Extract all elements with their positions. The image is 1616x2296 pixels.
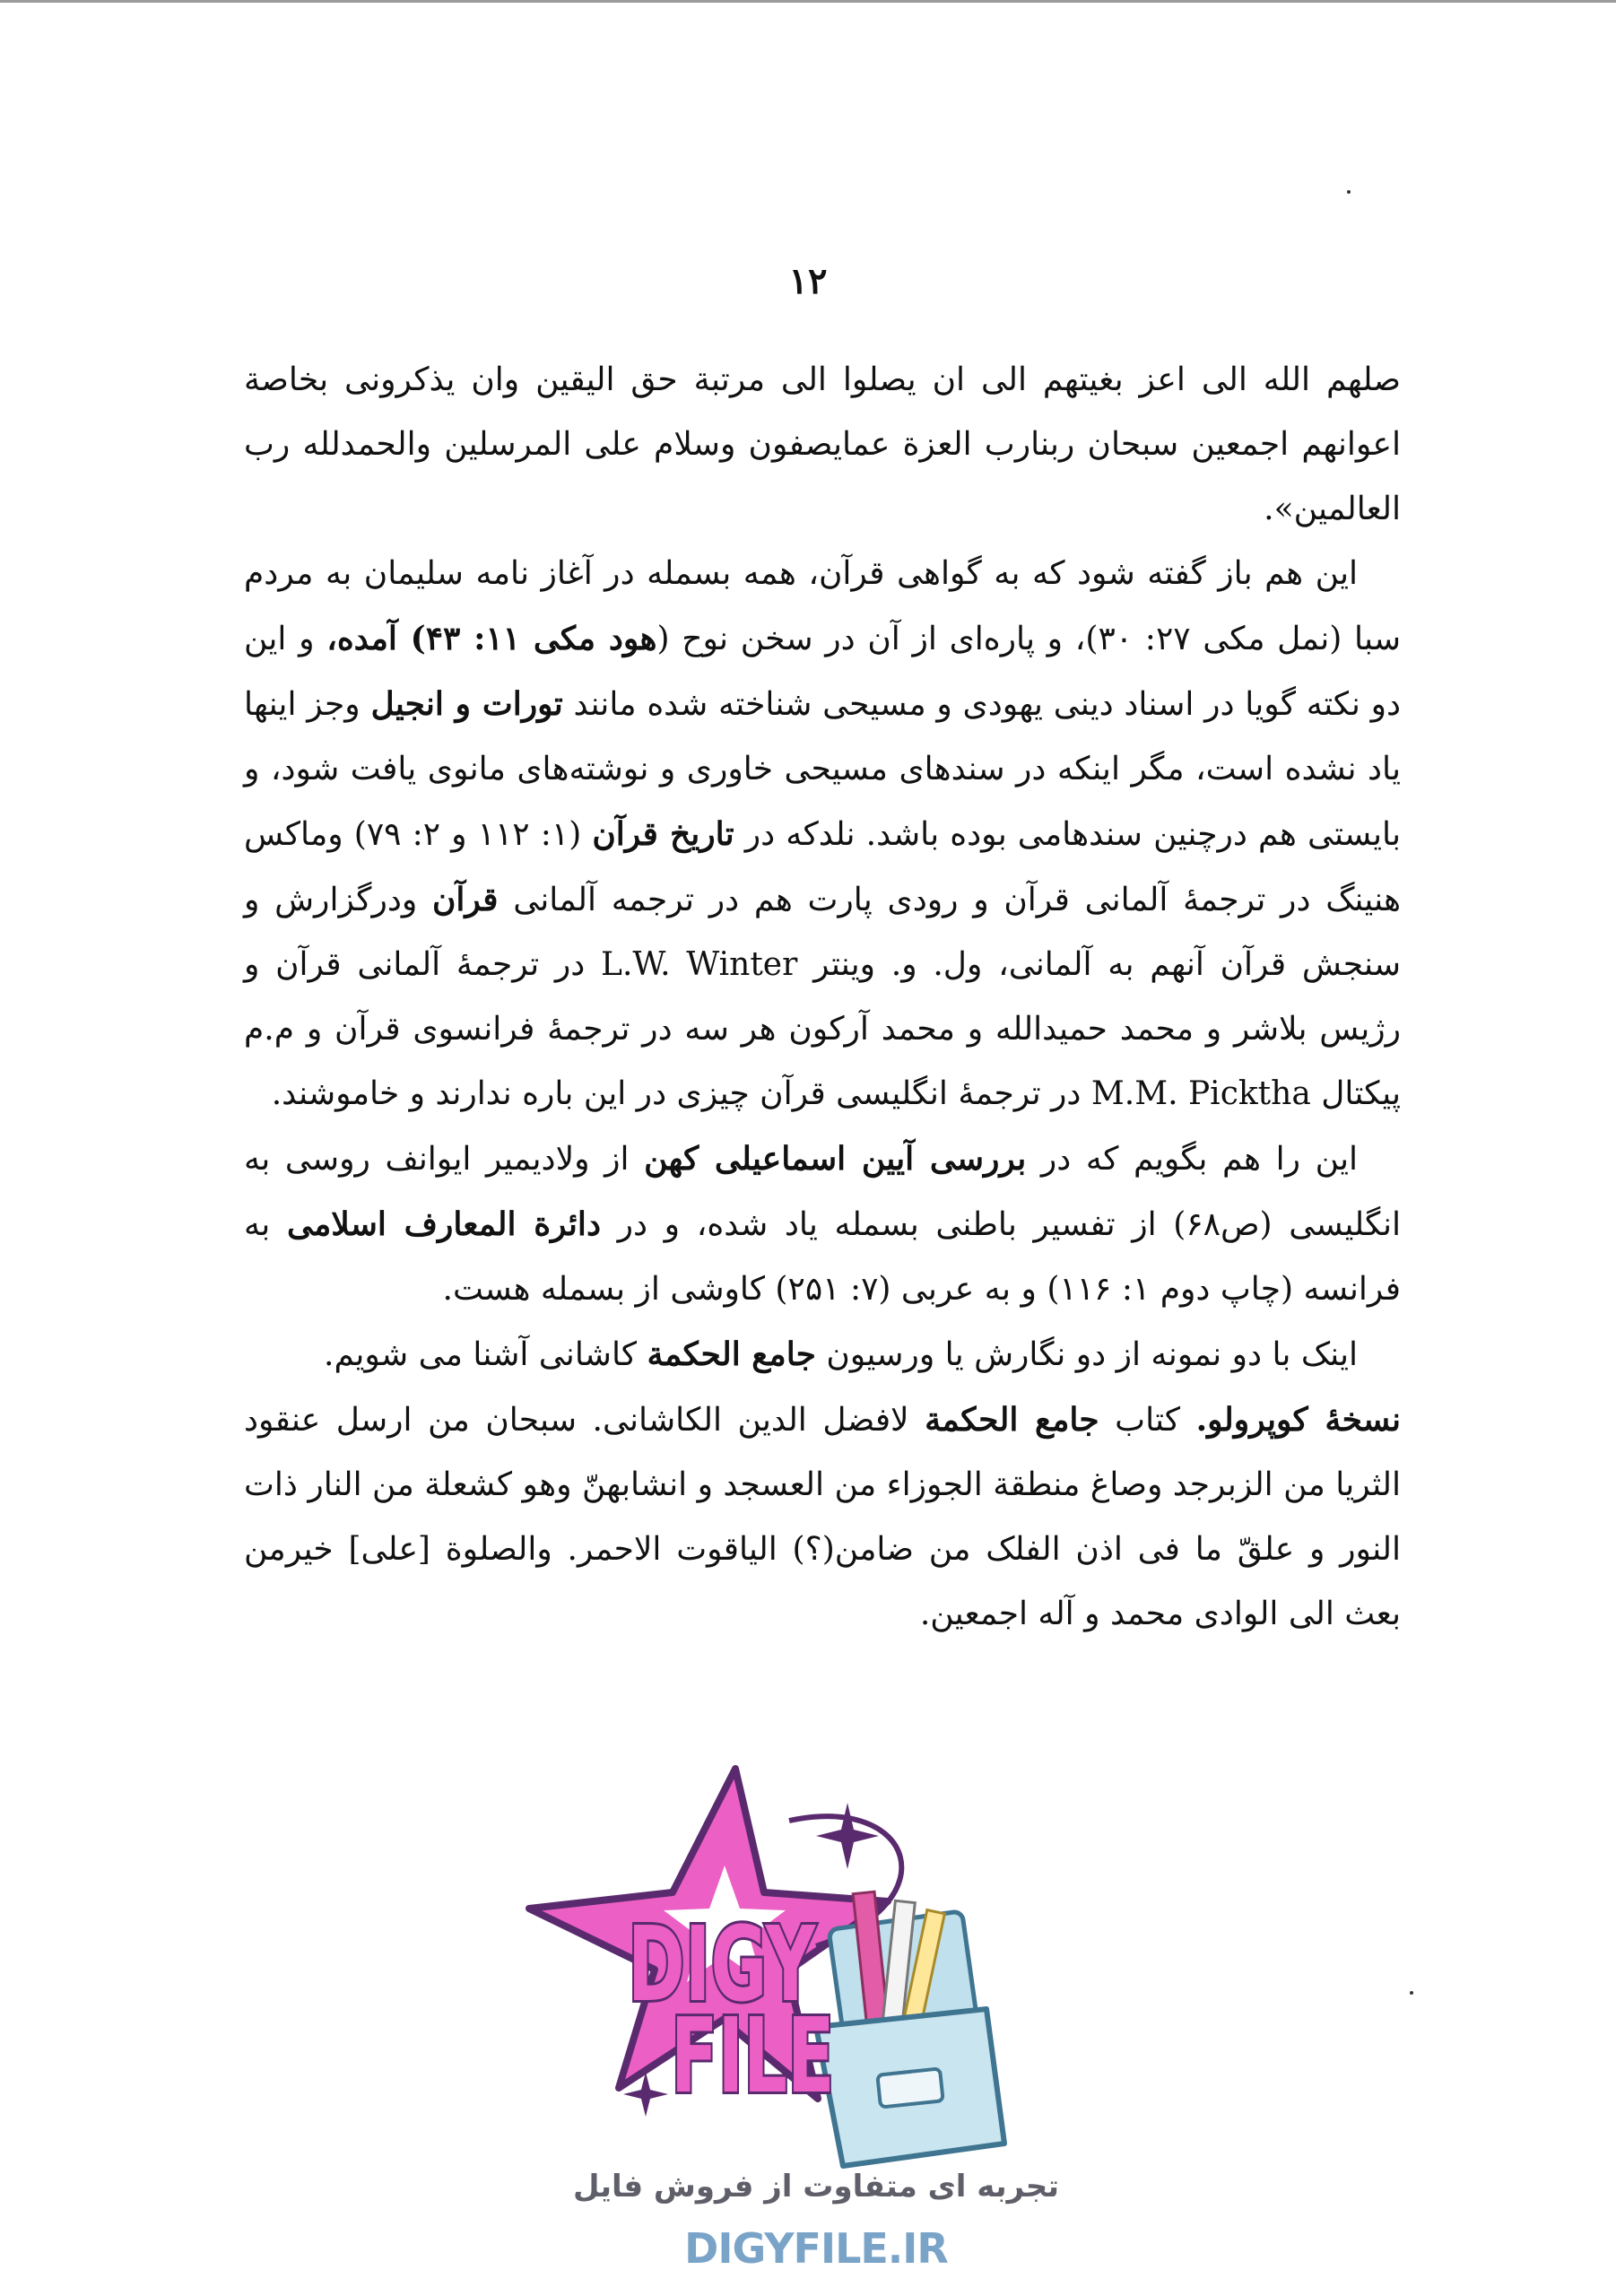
page-number: ۱۲ bbox=[788, 260, 828, 302]
paragraph bbox=[244, 1126, 1401, 1322]
bold-term: دائرة المعارف اسلامی bbox=[286, 1205, 601, 1243]
text-run: این را هم بگویم که در bbox=[1026, 1141, 1358, 1178]
text-run: لافضل الدین الکاشانی. سبحان من ارسل عنقود الثریا من الزبرجد وصاغ منطقة الجوزاء من العسجد و انشابهنّ وهو کشعلة من النار ذات النور و علقّ ما فی اذن الفلک من ضامن(؟) الیاقوت الاحمر. والصلوة [علی] خیرمن بعث الی الوادی محمد و آله اجمعین. bbox=[244, 1402, 1401, 1632]
paragraph bbox=[244, 348, 1401, 542]
paragraph bbox=[244, 542, 1401, 1126]
folder-box-icon bbox=[816, 1892, 1004, 2166]
text-run: (۱: ۱۱۲ و ۲: ۷۹) وماکس هنینگ در ترجمهٔ آلمانی قرآن و رودی پارت هم در ترجمه آلمانی bbox=[244, 816, 1401, 918]
text-run: کاشانی آشنا می شویم. bbox=[324, 1336, 647, 1373]
scan-speck bbox=[1410, 1991, 1413, 1995]
text-run: این هم باز گفته شود که به گواهی قرآن، همه بسمله در آغاز نامه سلیمان به مردم سبا (نمل مکی ۲۷: ۳۰)، و پاره‌ای از آن در سخن نوح ( bbox=[244, 555, 1401, 657]
logo-word-file: FILE bbox=[671, 1996, 835, 2118]
sparkle-icon bbox=[816, 1803, 879, 1869]
bold-term: هود مکی ۱۱: ۴۳) آمده، bbox=[326, 620, 657, 657]
paragraph bbox=[244, 1387, 1401, 1647]
text-run: ودرگزارش و سنجش قرآن آنهم به آلمانی، ول. و. وینتر bbox=[244, 882, 1401, 983]
bold-term: قرآن bbox=[431, 881, 499, 918]
bold-term: جامع الحکمة bbox=[925, 1401, 1099, 1439]
body-text bbox=[244, 348, 1401, 1647]
text-run: کتاب bbox=[1099, 1402, 1196, 1439]
text-run: اینک با دو نمونه از دو نگارش یا ورسیون bbox=[815, 1336, 1358, 1373]
text-run: صلهم الله الی اعز بغیتهم الی ان یصلوا الی مرتبة حق الیقین وان یذکرونی بخاصة اعوانهم اجمعین سبحان ربنارب العزة عمایصفون وسلام علی المرسلین والحمدلله رب العالمین». bbox=[244, 361, 1401, 527]
latin-name: L.W. Winter bbox=[601, 946, 798, 983]
logo-word-digy: DIGY bbox=[628, 1905, 816, 2026]
bold-term: نسخهٔ کوپرولو. bbox=[1195, 1401, 1402, 1439]
text-run: در ترجمهٔ آلمانی قرآن و رژیس بلاشر و محمد حمیدالله و محمد آرکون هر سه در ترجمهٔ فرانسوی قرآن و م.م پیکتال bbox=[244, 946, 1401, 1112]
bold-term: تورات و انجیل bbox=[370, 685, 563, 723]
scan-speck bbox=[1347, 190, 1351, 194]
bold-term: تاریخ قرآن bbox=[592, 815, 734, 853]
bold-term: بررسی آیین اسماعیلی کهن bbox=[644, 1140, 1027, 1178]
text-run: از ولادیمیر ایوانف روسی به انگلیسی (ص۶۸) از تفسیر باطنی بسمله یاد شده، و در bbox=[244, 1141, 1402, 1243]
text-run: و این دو نکته گویا در اسناد دینی یهودی و مسیحی شناخته شده مانند bbox=[244, 621, 1401, 723]
text-run: به فرانسه (چاپ دوم ۱: ۱۱۶) و به عربی (۷: ۲۵۱) کاوشی از بسمله هست. bbox=[244, 1206, 1401, 1308]
text-run: وجز اینها یاد نشده است، مگر اینکه در سندهای مسیحی خاوری و نوشته‌های مانوی یافت شود، و بایستی هم درچنین سندهامی بوده باشد. نلدکه در bbox=[244, 686, 1401, 853]
latin-name: M.M. Picktha bbox=[1090, 1075, 1311, 1112]
bold-term: جامع الحکمة bbox=[647, 1335, 816, 1373]
logo-url: DIGYFILE.IR bbox=[684, 2224, 948, 2273]
paragraph bbox=[244, 1322, 1401, 1387]
top-border-line bbox=[0, 0, 1616, 3]
text-run: در ترجمهٔ انگلیسی قرآن چیزی در این باره ندارند و خاموشند. bbox=[271, 1075, 1091, 1112]
logo-tagline: تجربه ای متفاوت از فروش فایل bbox=[572, 2169, 1060, 2205]
